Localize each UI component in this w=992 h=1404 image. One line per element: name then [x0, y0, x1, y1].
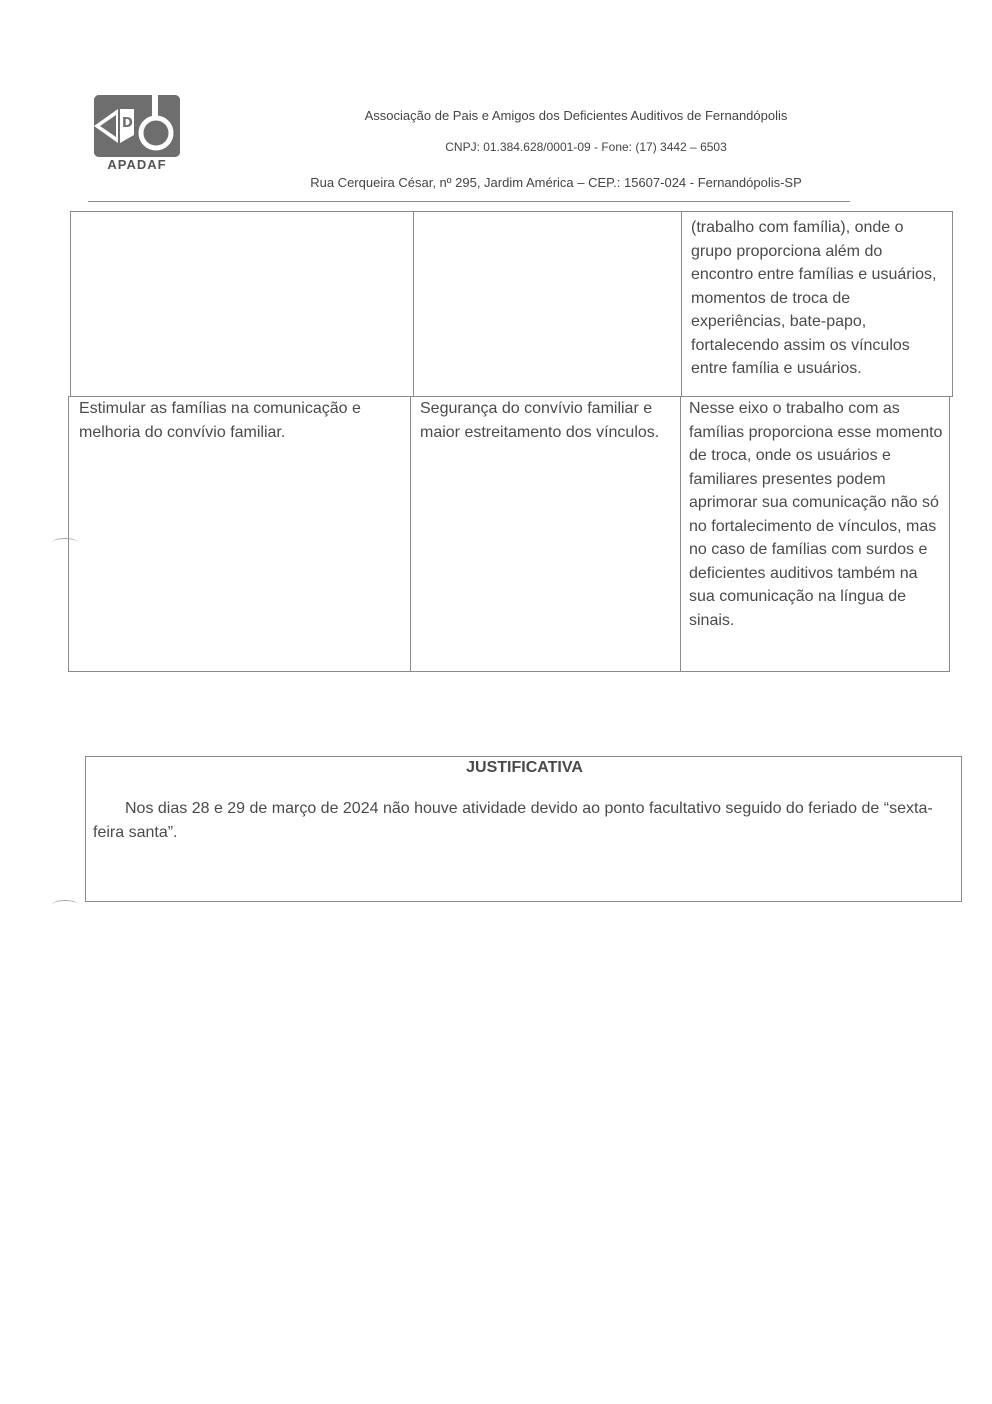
table-cell [410, 397, 681, 671]
table-cell [71, 212, 414, 396]
table-cell [413, 212, 682, 396]
address-line: Rua Cerqueira César, nº 295, Jardim América – CEP.: 15607-024 - Fernandópolis-SP [310, 175, 802, 190]
organization-name: Associação de Pais e Amigos dos Deficientes Auditivos de Fernandópolis [364, 108, 788, 123]
justification-title: JUSTIFICATIVA [466, 759, 583, 776]
justification-text: Nos dias 28 e 29 de março de 2024 não houve atividade devido ao ponto facultativo seguido do feriado de “sexta-feira santa”. [93, 800, 933, 841]
justification-box [85, 756, 962, 902]
table-cell-text: (trabalho com família), onde o grupo proporciona além do encontro entre famílias e usuários, momentos de troca de experiências, bate-papo, fortalecendo assim os vínculos entre família e usuários. [691, 219, 937, 377]
logo-text: APADAF [107, 157, 167, 172]
table-cell [69, 397, 411, 671]
punch-hole-mark [52, 538, 78, 547]
contact-line: CNPJ: 01.384.628/0001-09 - Fone: (17) 3442 – 6503 [445, 140, 727, 154]
punch-hole-mark [52, 900, 78, 909]
table-cell-text: Estimular as famílias na comunicação e melhoria do convívio familiar. [79, 400, 361, 441]
table-row [70, 211, 953, 397]
table-row [68, 396, 950, 672]
apadaf-logo [94, 95, 180, 175]
table-cell-text: Nesse eixo o trabalho com as famílias proporciona esse momento de troca, onde os usuários e familiares presentes podem aprimorar sua comunicação não só no fortalecimento de vínculos, mas no caso de famílias com surdos e deficientes auditivos também na sua comunicação na língua de sinais. [689, 400, 943, 629]
table-cell-text: Segurança do convívio familiar e maior estreitamento dos vínculos. [420, 400, 660, 441]
header-divider [88, 201, 850, 202]
svg-text:D: D [122, 116, 133, 131]
